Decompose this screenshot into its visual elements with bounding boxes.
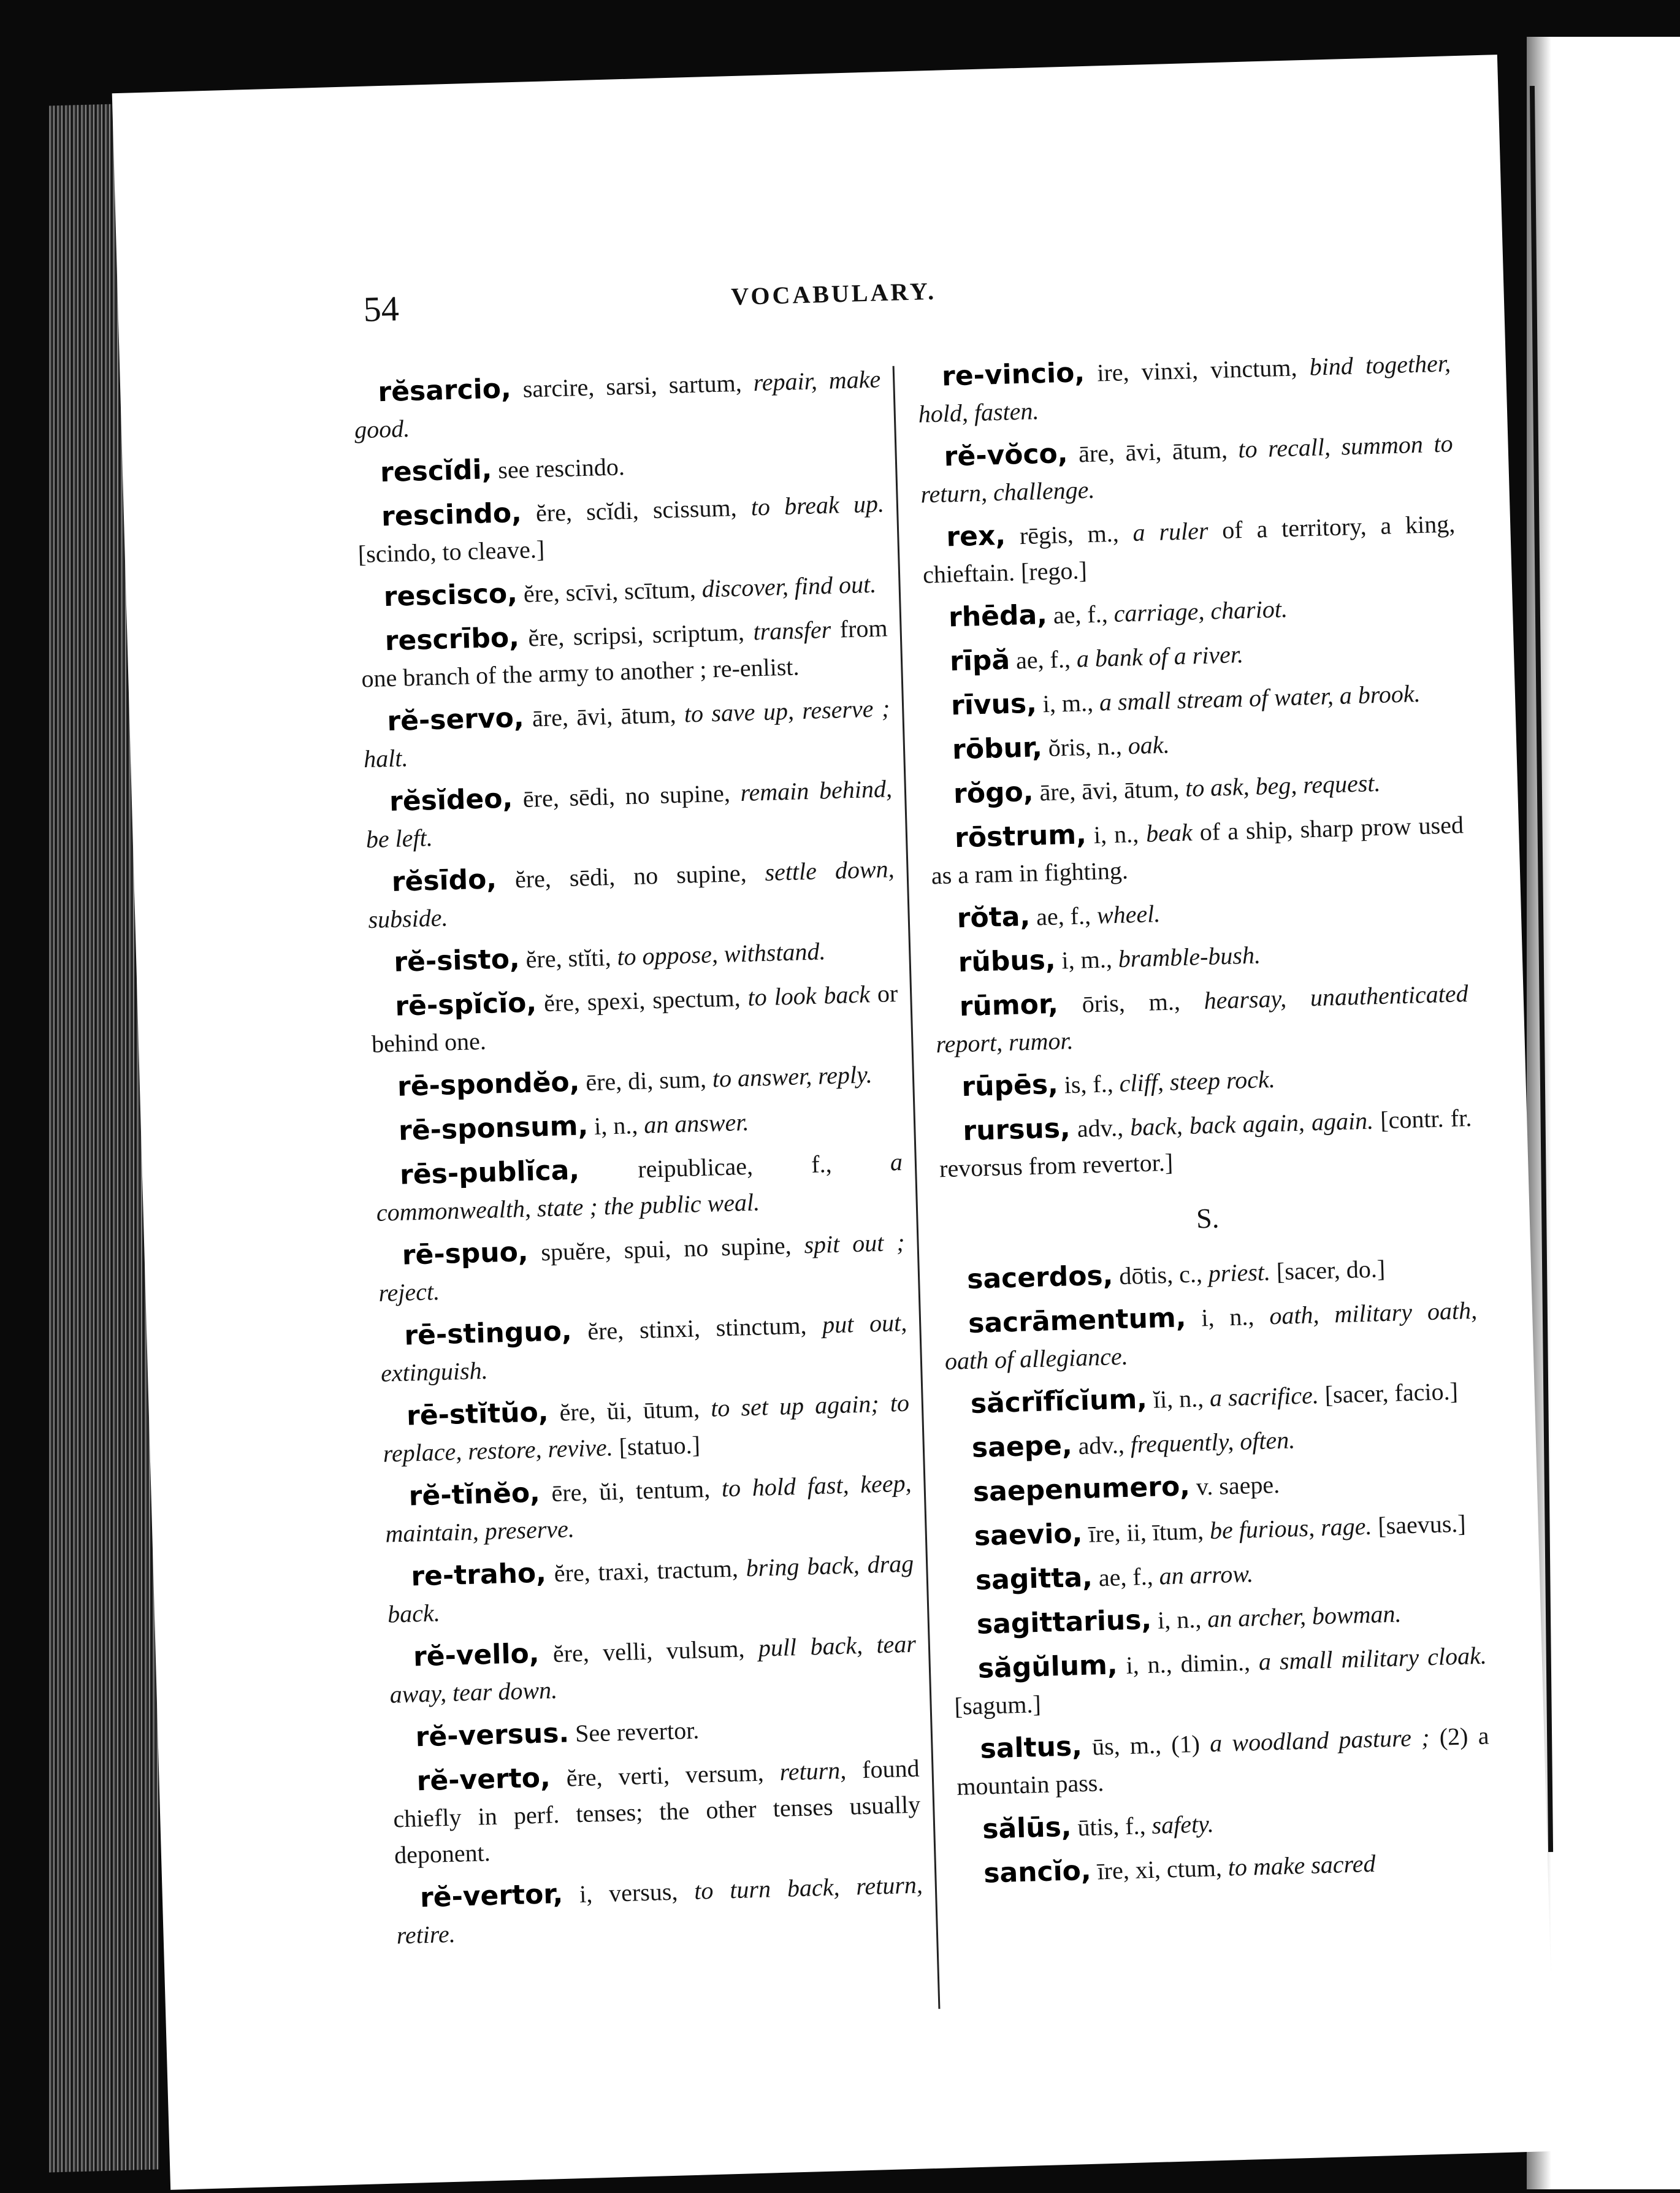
headword: rhēda, (948, 599, 1048, 633)
definition: to set up again; to replace, restore, revive. (383, 1388, 910, 1468)
dictionary-entry (950, 1548, 1484, 1600)
dictionary-entry (391, 1705, 918, 1757)
dictionary-entry (957, 1797, 1491, 1849)
definition: wheel. (1096, 900, 1161, 929)
grammar-forms: ire, vinxi, vinctum, (1084, 353, 1310, 388)
headword: rescindo, (381, 497, 522, 533)
definition: discover, find out. (701, 570, 877, 603)
dictionary-entry (949, 1504, 1483, 1556)
dictionary-entry (386, 1545, 915, 1632)
grammar-forms: īre, ii, ītum, (1082, 1517, 1210, 1548)
entry-note: found chiefly in perf. tenses; the other tenses usually deponent. (392, 1754, 921, 1869)
definition: an arrow. (1159, 1560, 1254, 1590)
grammar-forms: ōris, m., (1058, 987, 1205, 1019)
grammar-forms: i, n., dimin., (1117, 1648, 1259, 1680)
headword: saevio, (974, 1517, 1083, 1552)
definition: beak (1145, 818, 1193, 848)
grammar-forms: v. saepe. (1189, 1470, 1280, 1501)
headword: rex, (945, 519, 1006, 553)
grammar-forms: ēre, di, sum, (579, 1065, 713, 1096)
headword: rĕsĭdeo, (389, 783, 513, 818)
dictionary-entry (937, 1055, 1471, 1106)
headword: rĕ-versus. (415, 1717, 570, 1753)
entry-note: from one branch of the army to another ; re-enlist. (361, 614, 888, 693)
dictionary-entry (367, 850, 896, 938)
entry-note: [statuo.] (613, 1431, 701, 1461)
headword: rīvus, (950, 687, 1037, 722)
dictionary-entry (362, 689, 892, 777)
dictionary-entry (373, 1099, 901, 1150)
dictionary-entry (926, 673, 1460, 725)
headword: săgŭlum, (977, 1649, 1118, 1685)
definition: to ask, beg, request. (1185, 768, 1381, 802)
right-column (917, 344, 1493, 1900)
headword: saepenumero, (972, 1471, 1191, 1508)
entry-note: [sacer, do.] (1270, 1254, 1386, 1286)
grammar-forms: ĕre, verti, versum, (550, 1758, 781, 1793)
page-number: 54 (362, 288, 400, 329)
dictionary-entry (952, 1593, 1486, 1644)
definition: repair, make good. (354, 365, 881, 444)
definition: oath, military oath, oath of allegiance. (944, 1296, 1478, 1376)
grammar-forms: i, n., (1151, 1605, 1208, 1634)
definition: to look back (747, 980, 871, 1011)
definition: a ruler (1132, 516, 1209, 547)
dictionary-entry (395, 1866, 924, 1953)
facing-page (1527, 37, 1680, 2189)
definition: a woodland pasture ; (1209, 1723, 1430, 1758)
grammar-forms: sarcire, sarsi, sartum, (511, 369, 754, 404)
dictionary-entry (948, 1460, 1482, 1512)
definition: a sacrifice. (1209, 1381, 1319, 1412)
headword: sacerdos, (966, 1260, 1114, 1296)
dictionary-entry (930, 806, 1465, 894)
entry-note: [sagum.] (954, 1690, 1042, 1720)
headword: rĕ-vŏco, (944, 437, 1069, 473)
headword: sagitta, (975, 1561, 1093, 1596)
grammar-forms: rēgis, m., (1005, 519, 1134, 550)
definition: to oppose, withstand. (616, 937, 826, 971)
headword: rē-sponsum, (398, 1110, 589, 1147)
grammar-forms: ĕre, traxi, tractum, (546, 1554, 747, 1588)
headword: rīpă (949, 644, 1010, 678)
definition: to turn back, return, retire. (396, 1870, 923, 1950)
dictionary-entry (925, 629, 1459, 681)
headword: rŏta, (956, 900, 1031, 935)
grammar-forms: i, n., (1185, 1302, 1270, 1333)
grammar-forms: ae, f., (1029, 901, 1098, 931)
r-entries (917, 344, 1473, 1187)
definition: carriage, chariot. (1113, 595, 1288, 627)
definition: a small military cloak. (1258, 1641, 1487, 1675)
headword: rŏgo, (953, 776, 1034, 810)
dictionary-entry (922, 505, 1457, 592)
grammar-forms: dōtis, c., (1112, 1260, 1209, 1290)
headword: rē-stĭtŭo, (406, 1396, 549, 1432)
dictionary-entry (947, 1416, 1481, 1468)
dictionary-entry (392, 1750, 922, 1873)
dictionary-entry (934, 974, 1470, 1062)
definition: cliff, steep rock. (1119, 1065, 1276, 1097)
headword: rĕ-servo, (386, 702, 525, 738)
grammar-forms: ĕre, sēdi, no supine, (496, 858, 766, 894)
headword: săcrĭfĭcĭum, (970, 1383, 1148, 1420)
definition: remain behind, be left. (365, 775, 893, 854)
definition: a bank of a river. (1076, 640, 1244, 673)
grammar-forms: spuĕre, spui, no supine, (527, 1231, 805, 1266)
dictionary-entry (380, 1304, 909, 1391)
headword: rĕ-verto, (416, 1762, 551, 1797)
grammar-forms: ae, f., (1092, 1562, 1160, 1592)
headword: rōbur, (952, 732, 1043, 766)
definition: put out, extinguish. (380, 1308, 907, 1387)
entry-note: revertor. (616, 1716, 700, 1747)
definition: bind together, hold, fasten. (918, 349, 1451, 428)
left-column (353, 360, 925, 1961)
grammar-forms: i, n., (1086, 819, 1147, 849)
grammar-forms: āre, āvi, ātum, (1067, 435, 1239, 468)
definition: a small stream of water, a brook. (1099, 679, 1421, 716)
dictionary-entry (932, 886, 1466, 938)
dictionary-entry (388, 1625, 917, 1713)
grammar-forms: āre, āvi, ātum, (1033, 774, 1186, 806)
definition: to answer, reply. (712, 1060, 873, 1093)
dictionary-entry (953, 1637, 1488, 1724)
definition: transfer (752, 615, 831, 646)
headword: rē-spĭcĭo, (394, 987, 537, 1022)
headword: sagittarius, (976, 1604, 1152, 1640)
dictionary-entry (958, 1841, 1492, 1893)
dictionary-entry (945, 1372, 1480, 1423)
headword: rursus, (962, 1112, 1071, 1147)
headword: sancĭo, (983, 1854, 1092, 1889)
entry-note: [scindo, to cleave.] (357, 535, 545, 568)
headword: rescisco, (383, 578, 518, 613)
grammar-forms: ūtis, f., (1071, 1811, 1153, 1842)
grammar-forms: i, versus, (562, 1877, 695, 1908)
headword: rē-stinguo, (403, 1315, 573, 1352)
entry-note: of a ship, sharp prow used as a ram in fighting. (931, 811, 1464, 890)
grammar-forms: ēre, ŭi, tentum, (540, 1474, 722, 1507)
headword: rĕ-vello, (413, 1637, 540, 1673)
headword: re-vincio, (941, 357, 1085, 392)
definition: safety. (1151, 1810, 1215, 1839)
definition: priest. (1208, 1258, 1271, 1288)
grammar-forms: i, m., (1036, 688, 1100, 718)
dictionary-entry (928, 762, 1462, 813)
headword: rŭbus, (958, 944, 1056, 979)
definition: frequently, often. (1130, 1426, 1296, 1458)
section-letter: S. (1196, 1202, 1220, 1234)
grammar-forms: īre, xi, ctum, (1090, 1853, 1229, 1885)
grammar-forms: ĕre, scīvi, scītum, (517, 575, 703, 608)
headword: rĕsīdo, (391, 863, 497, 898)
grammar-forms: ēre, sēdi, no supine, (512, 779, 741, 813)
grammar-forms: i, n., (587, 1111, 644, 1141)
page-header (363, 265, 1223, 344)
grammar-forms: ĕre, stĭti, (519, 943, 618, 974)
definition: oak. (1128, 730, 1170, 760)
headword: rescrībo, (384, 622, 520, 657)
dictionary-entry (356, 484, 885, 572)
headword: re-traho, (410, 1557, 547, 1593)
grammar-forms: see rescindo. (491, 453, 625, 484)
entry-note: [contr. fr. revorsus from revertor.] (939, 1103, 1472, 1183)
headword: rōstrum, (954, 819, 1087, 854)
definition: back, back again, again. (1129, 1106, 1374, 1141)
definition: to recall, summon to return, challenge. (920, 429, 1454, 508)
entry-note: of a territory, a king, chieftain. [rego.] (922, 510, 1456, 589)
definition: return, (779, 1756, 847, 1786)
definition: to hold fast, keep, maintain, preserve. (384, 1469, 912, 1548)
entry-note: or behind one. (371, 979, 898, 1058)
dictionary-entry (355, 440, 883, 492)
grammar-forms: is, f., (1058, 1069, 1120, 1099)
headword: rĕ-vertor, (419, 1878, 563, 1914)
definition: to save up, reserve ; halt. (363, 694, 890, 773)
headword: rĕ-sisto, (393, 943, 521, 978)
dictionary-entry (360, 609, 889, 697)
definition: pull back, tear away, tear down. (389, 1629, 917, 1709)
headword: rescĭdi, (380, 454, 492, 489)
entry-note: [sacer, facio.] (1318, 1377, 1459, 1409)
book-page (112, 55, 1556, 2190)
headword: sacrāmentum, (968, 1302, 1187, 1339)
dictionary-entry (938, 1099, 1473, 1187)
dictionary-entry (359, 565, 887, 616)
grammar-forms: ae, f., (1009, 645, 1077, 675)
grammar-forms: See (568, 1718, 617, 1748)
grammar-forms: ĕre, scĭdi, scissum, (521, 493, 752, 527)
grammar-forms: adv., (1072, 1430, 1131, 1460)
grammar-forms: ĕre, scripsi, scriptum, (519, 618, 754, 653)
definition: to make sacred (1228, 1849, 1376, 1881)
grammar-forms: i, m., (1055, 944, 1119, 974)
headword: rĕsarcio, (377, 373, 512, 408)
dictionary-entry (369, 930, 897, 982)
dictionary-entry (919, 424, 1454, 512)
headword: rē-spuo, (402, 1236, 529, 1271)
headword: sălūs, (982, 1811, 1072, 1845)
grammar-forms: adv., (1069, 1113, 1131, 1143)
grammar-forms: ĕre, ŭi, ūtum, (548, 1394, 711, 1427)
definition: a commonwealth, state ; the public weal. (376, 1147, 903, 1227)
definition: hearsay, unauthenticated report, rumor. (935, 979, 1469, 1058)
headword: rē-spondĕo, (397, 1066, 581, 1103)
headword: rūpēs, (961, 1068, 1059, 1103)
headword: saltus, (979, 1731, 1083, 1765)
definition: to break up. (750, 489, 885, 521)
grammar-forms: reipublicae, f., (579, 1148, 891, 1185)
dictionary-entry (955, 1717, 1491, 1805)
definition: an answer. (643, 1108, 749, 1139)
grammar-forms: ĕre, velli, vulsum, (538, 1634, 759, 1668)
running-title: VOCABULARY. (730, 277, 937, 311)
definition: an archer, bowman. (1207, 1599, 1402, 1633)
dictionary-entry (923, 585, 1457, 637)
dictionary-entry (353, 360, 882, 448)
definition: be furious, rage. (1209, 1512, 1372, 1545)
grammar-forms: ŏris, n., (1042, 732, 1129, 762)
dictionary-entry (942, 1247, 1476, 1299)
grammar-forms: ĕre, spexi, spectum, (536, 983, 749, 1017)
entry-note: [saevus.] (1371, 1509, 1467, 1540)
dictionary-entry (372, 1055, 900, 1106)
headword: rūmor, (959, 988, 1059, 1023)
headword: rēs-publĭca, (399, 1154, 580, 1191)
grammar-forms: āre, āvi, ātum, (523, 700, 685, 732)
definition: bring back, drag back. (387, 1549, 914, 1628)
definition: settle down, subside. (367, 855, 895, 934)
grammar-forms: ĕre, stinxi, stinctum, (571, 1311, 823, 1346)
dictionary-entry (943, 1292, 1478, 1379)
grammar-forms: ĭi, n., (1147, 1384, 1210, 1414)
dictionary-entry (375, 1143, 904, 1231)
s-entries (942, 1247, 1492, 1893)
definition: spit out ; reject. (378, 1228, 906, 1307)
dictionary-entry (381, 1384, 911, 1472)
dictionary-entry (933, 930, 1467, 982)
entry-note: (2) a mountain pass. (956, 1721, 1489, 1801)
dictionary-entry (370, 974, 899, 1062)
headword: rĕ-tĭnĕo, (408, 1477, 541, 1512)
grammar-forms: ūs, m., (1) (1082, 1729, 1210, 1761)
dictionary-entry (364, 770, 893, 857)
headword: saepe, (971, 1429, 1073, 1464)
dictionary-entry (917, 344, 1452, 432)
dictionary-entry (927, 718, 1461, 769)
dictionary-entry (377, 1223, 906, 1311)
definition: bramble-bush. (1118, 941, 1261, 973)
dictionary-entry (384, 1464, 913, 1552)
grammar-forms: ae, f., (1047, 599, 1115, 629)
